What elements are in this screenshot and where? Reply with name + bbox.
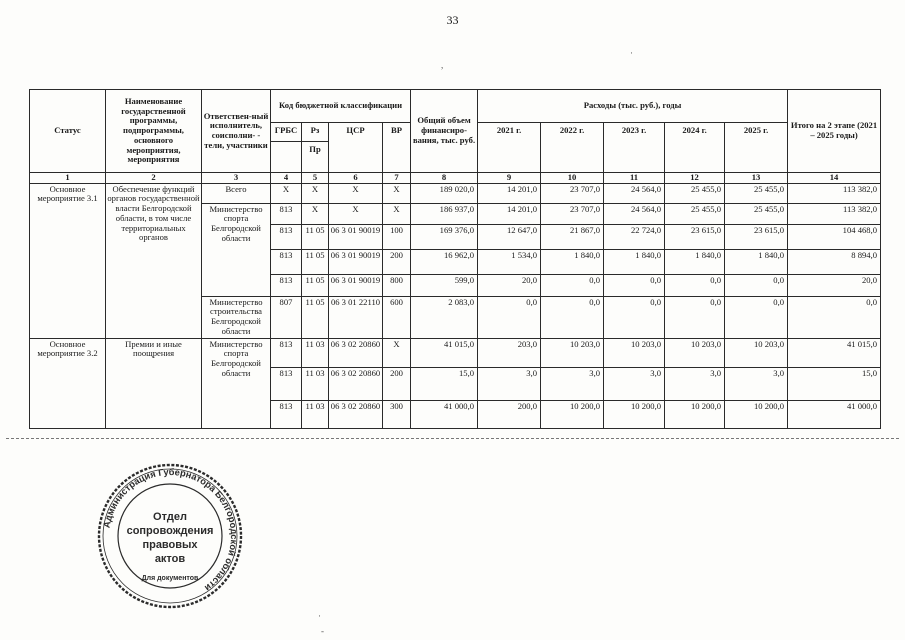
csr-cell: 06 3 01 22110 xyxy=(329,296,383,338)
stamp-line-1: Отдел xyxy=(153,511,187,523)
year-amount-cell: 10 203,0 xyxy=(604,338,665,367)
page-number: 33 xyxy=(446,13,459,27)
status-cell: Основное мероприятие 3.1 xyxy=(30,183,106,338)
rz-pr-cell: 11 05 xyxy=(302,224,329,249)
year-amount-cell: 10 200,0 xyxy=(604,400,665,428)
csr-cell: 06 3 02 20860 xyxy=(329,338,383,367)
column-number: 2 xyxy=(106,173,202,184)
year-amount-cell: 10 200,0 xyxy=(541,400,604,428)
grbs-cell: 813 xyxy=(271,224,302,249)
csr-cell: 06 3 01 90019 xyxy=(329,249,383,274)
total-financing-cell: 41 000,0 xyxy=(411,400,478,428)
column-number: 8 xyxy=(411,173,478,184)
rz-pr-cell: 11 05 xyxy=(302,249,329,274)
grbs-cell: 813 xyxy=(271,400,302,428)
year-amount-cell: 22 724,0 xyxy=(604,224,665,249)
header-budget-code: Код бюджетной классификации xyxy=(271,90,411,123)
year-amount-cell: 1 840,0 xyxy=(541,249,604,274)
year-amount-cell: 0,0 xyxy=(541,296,604,338)
total-financing-cell: 41 015,0 xyxy=(411,338,478,367)
year-amount-cell: 14 201,0 xyxy=(478,183,541,203)
scan-speck: · xyxy=(630,48,633,58)
header-grbs-blank xyxy=(271,142,302,173)
header-status: Статус xyxy=(30,90,106,173)
year-amount-cell: 25 455,0 xyxy=(665,203,725,224)
year-amount-cell: 0,0 xyxy=(665,296,725,338)
csr-cell: Х xyxy=(329,183,383,203)
year-amount-cell: 10 203,0 xyxy=(541,338,604,367)
stage-total-cell: 41 000,0 xyxy=(788,400,881,428)
grbs-cell: 813 xyxy=(271,249,302,274)
year-amount-cell: 23 615,0 xyxy=(725,224,788,249)
column-number: 5 xyxy=(302,173,329,184)
csr-cell: Х xyxy=(329,203,383,224)
year-amount-cell: 21 867,0 xyxy=(541,224,604,249)
year-amount-cell: 3,0 xyxy=(665,367,725,400)
year-amount-cell: 23 707,0 xyxy=(541,203,604,224)
year-amount-cell: 10 200,0 xyxy=(725,400,788,428)
responsible-cell: Министерство строительства Белгородской области xyxy=(202,296,271,338)
department-stamp xyxy=(96,462,244,610)
total-financing-cell: 15,0 xyxy=(411,367,478,400)
measure-name-cell: Обеспечение функций органов государственной власти Белгородской области, в том числе территориальных органов xyxy=(106,183,202,338)
column-number: 13 xyxy=(725,173,788,184)
responsible-cell: Всего xyxy=(202,183,271,203)
header-year-2021: 2021 г. xyxy=(478,123,541,173)
column-number: 11 xyxy=(604,173,665,184)
year-amount-cell: 0,0 xyxy=(665,274,725,296)
header-year-2024: 2024 г. xyxy=(665,123,725,173)
year-amount-cell: 23 707,0 xyxy=(541,183,604,203)
table-row xyxy=(30,183,881,203)
grbs-cell: 813 xyxy=(271,338,302,367)
header-rz: Рз xyxy=(302,123,329,142)
total-financing-cell: 16 962,0 xyxy=(411,249,478,274)
year-amount-cell: 3,0 xyxy=(604,367,665,400)
column-number: 3 xyxy=(202,173,271,184)
status-cell: Основное мероприятие 3.2 xyxy=(30,338,106,428)
budget-table xyxy=(29,89,881,429)
rz-pr-cell: 11 05 xyxy=(302,274,329,296)
year-amount-cell: 3,0 xyxy=(541,367,604,400)
year-amount-cell: 1 840,0 xyxy=(604,249,665,274)
total-financing-cell: 189 020,0 xyxy=(411,183,478,203)
vr-cell: 200 xyxy=(383,367,411,400)
header-stage-total: Итого на 2 этапе (2021 – 2025 годы) xyxy=(788,90,881,173)
rz-pr-cell: Х xyxy=(302,203,329,224)
header-csr: ЦСР xyxy=(329,123,383,173)
year-amount-cell: 0,0 xyxy=(725,296,788,338)
grbs-cell: 813 xyxy=(271,203,302,224)
year-amount-cell: 24 564,0 xyxy=(604,183,665,203)
column-numbers-row xyxy=(30,173,881,184)
year-amount-cell: 10 200,0 xyxy=(665,400,725,428)
vr-cell: 100 xyxy=(383,224,411,249)
stage-total-cell: 41 015,0 xyxy=(788,338,881,367)
responsible-cell: Министерство спорта Белгородской области xyxy=(202,338,271,428)
year-amount-cell: 23 615,0 xyxy=(665,224,725,249)
column-number: 7 xyxy=(383,173,411,184)
stamp-line-4: актов xyxy=(154,553,186,565)
year-amount-cell: 0,0 xyxy=(604,296,665,338)
year-amount-cell: 203,0 xyxy=(478,338,541,367)
header-year-2022: 2022 г. xyxy=(541,123,604,173)
vr-cell: Х xyxy=(383,203,411,224)
stage-total-cell: 15,0 xyxy=(788,367,881,400)
table-row xyxy=(30,338,881,367)
scan-speck: - xyxy=(321,626,324,636)
csr-cell: 06 3 01 90019 xyxy=(329,224,383,249)
vr-cell: Х xyxy=(383,183,411,203)
stage-total-cell: 8 894,0 xyxy=(788,249,881,274)
grbs-cell: 813 xyxy=(271,367,302,400)
year-amount-cell: 25 455,0 xyxy=(725,183,788,203)
year-amount-cell: 25 455,0 xyxy=(665,183,725,203)
header-vr: ВР xyxy=(383,123,411,173)
rz-pr-cell: 11 05 xyxy=(302,296,329,338)
year-amount-cell: 1 534,0 xyxy=(478,249,541,274)
column-number: 4 xyxy=(271,173,302,184)
responsible-cell: Министерство спорта Белгородской области xyxy=(202,203,271,296)
year-amount-cell: 10 203,0 xyxy=(665,338,725,367)
total-financing-cell: 186 937,0 xyxy=(411,203,478,224)
column-number: 6 xyxy=(329,173,383,184)
year-amount-cell: 0,0 xyxy=(725,274,788,296)
year-amount-cell: 3,0 xyxy=(478,367,541,400)
vr-cell: Х xyxy=(383,338,411,367)
header-total-financing: Общий объем финансиро-вания, тыс. руб. xyxy=(411,90,478,173)
vr-cell: 800 xyxy=(383,274,411,296)
column-number: 10 xyxy=(541,173,604,184)
year-amount-cell: 0,0 xyxy=(478,296,541,338)
stamp-ring-text: Администрация Губернатора Белгородской области xyxy=(101,466,240,594)
year-amount-cell: 1 840,0 xyxy=(725,249,788,274)
stage-total-cell: 113 382,0 xyxy=(788,203,881,224)
stage-total-cell: 104 468,0 xyxy=(788,224,881,249)
header-grbs: ГРБС xyxy=(271,123,302,142)
stamp-line-2: сопровождения xyxy=(126,525,214,537)
year-amount-cell: 24 564,0 xyxy=(604,203,665,224)
year-amount-cell: 200,0 xyxy=(478,400,541,428)
total-financing-cell: 2 083,0 xyxy=(411,296,478,338)
grbs-cell: 813 xyxy=(271,274,302,296)
year-amount-cell: 25 455,0 xyxy=(725,203,788,224)
vr-cell: 600 xyxy=(383,296,411,338)
header-pr: Пр xyxy=(302,142,329,173)
year-amount-cell: 1 840,0 xyxy=(665,249,725,274)
vr-cell: 300 xyxy=(383,400,411,428)
vr-cell: 200 xyxy=(383,249,411,274)
year-amount-cell: 0,0 xyxy=(541,274,604,296)
year-amount-cell: 3,0 xyxy=(725,367,788,400)
stage-total-cell: 0,0 xyxy=(788,296,881,338)
csr-cell: 06 3 02 20860 xyxy=(329,367,383,400)
year-amount-cell: 12 647,0 xyxy=(478,224,541,249)
stamp-bottom-text: Для документов xyxy=(141,575,199,582)
measure-name-cell: Премии и иные поощрения xyxy=(106,338,202,428)
column-number: 14 xyxy=(788,173,881,184)
rz-pr-cell: 11 03 xyxy=(302,338,329,367)
total-financing-cell: 169 376,0 xyxy=(411,224,478,249)
header-name: Наименование государственной программы, подпрограммы, основного мероприятия, мероприятия xyxy=(106,90,202,173)
rz-pr-cell: 11 03 xyxy=(302,400,329,428)
column-number: 9 xyxy=(478,173,541,184)
header-year-2023: 2023 г. xyxy=(604,123,665,173)
year-amount-cell: 14 201,0 xyxy=(478,203,541,224)
csr-cell: 06 3 01 90019 xyxy=(329,274,383,296)
scan-speck: , xyxy=(441,60,444,70)
csr-cell: 06 3 02 20860 xyxy=(329,400,383,428)
grbs-cell: Х xyxy=(271,183,302,203)
year-amount-cell: 10 203,0 xyxy=(725,338,788,367)
year-amount-cell: 20,0 xyxy=(478,274,541,296)
header-year-2025: 2025 г. xyxy=(725,123,788,173)
scan-speck: · xyxy=(318,611,321,621)
year-amount-cell: 0,0 xyxy=(604,274,665,296)
column-number: 12 xyxy=(665,173,725,184)
column-number: 1 xyxy=(30,173,106,184)
stage-total-cell: 113 382,0 xyxy=(788,183,881,203)
rz-pr-cell: 11 03 xyxy=(302,367,329,400)
total-financing-cell: 599,0 xyxy=(411,274,478,296)
header-expenses: Расходы (тыс. руб.), годы xyxy=(478,90,788,123)
page-fold-line xyxy=(6,438,899,439)
rz-pr-cell: Х xyxy=(302,183,329,203)
grbs-cell: 807 xyxy=(271,296,302,338)
stamp-line-3: правовых xyxy=(142,539,198,551)
header-responsible: Ответствен-ный исполнитель, соисполни- - тели, участники xyxy=(202,90,271,173)
stage-total-cell: 20,0 xyxy=(788,274,881,296)
